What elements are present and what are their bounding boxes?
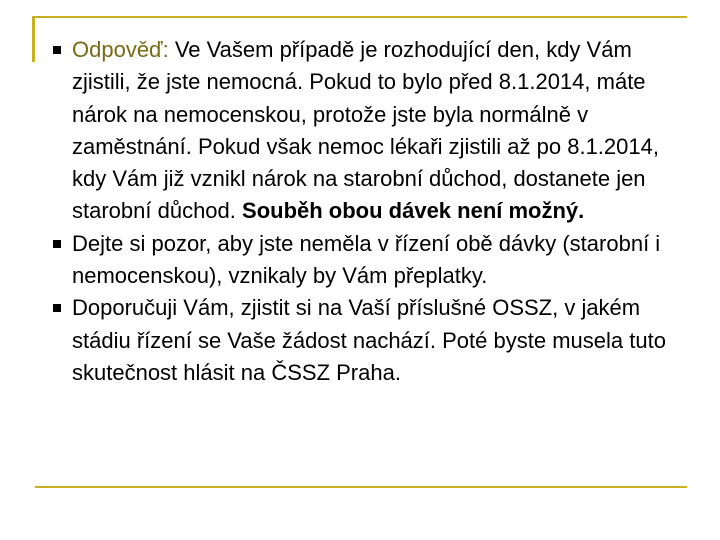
answer-text: Ve Vašem případě je rozhodující den, kdy Vám zjistili, že jste nemocná. Pokud to bylo před 8.1.2014, máte nárok na nemocenskou, protože jste byla normálně v zaměstnání. Pokud však nemoc lékaři zjistili až po 8.1.2014, kdy Vám již vznikl nárok na starobní důchod, dostanete jen starobní důchod. — [72, 37, 659, 224]
answer-bold-text: Souběh obou dávek není možný. — [242, 198, 585, 224]
recommendation-text: Doporučuji Vám, zjistit si na Vaší příslušné OSSZ, v jakém stádiu řízení se Vaše žádost nachází. Poté byste musela tuto skutečnost hlásit na ČSSZ Praha. — [72, 295, 666, 385]
square-bullet-icon — [53, 304, 61, 312]
warning-text: Dejte si pozor, aby jste neměla v řízení obě dávky (starobní i nemocenskou), vznikaly by Vám přeplatky. — [72, 230, 661, 289]
square-bullet-icon — [53, 46, 61, 54]
bullet-item-warning — [52, 228, 692, 293]
bottom-rule — [35, 486, 687, 488]
square-bullet-icon — [53, 240, 61, 248]
left-rule — [32, 16, 35, 62]
bullet-item-recommendation — [52, 292, 692, 389]
text-body — [52, 34, 692, 389]
bullet-list — [52, 34, 692, 389]
answer-label: Odpověď: — [72, 37, 169, 62]
bullet-item-answer — [52, 34, 692, 228]
top-rule — [33, 16, 687, 18]
